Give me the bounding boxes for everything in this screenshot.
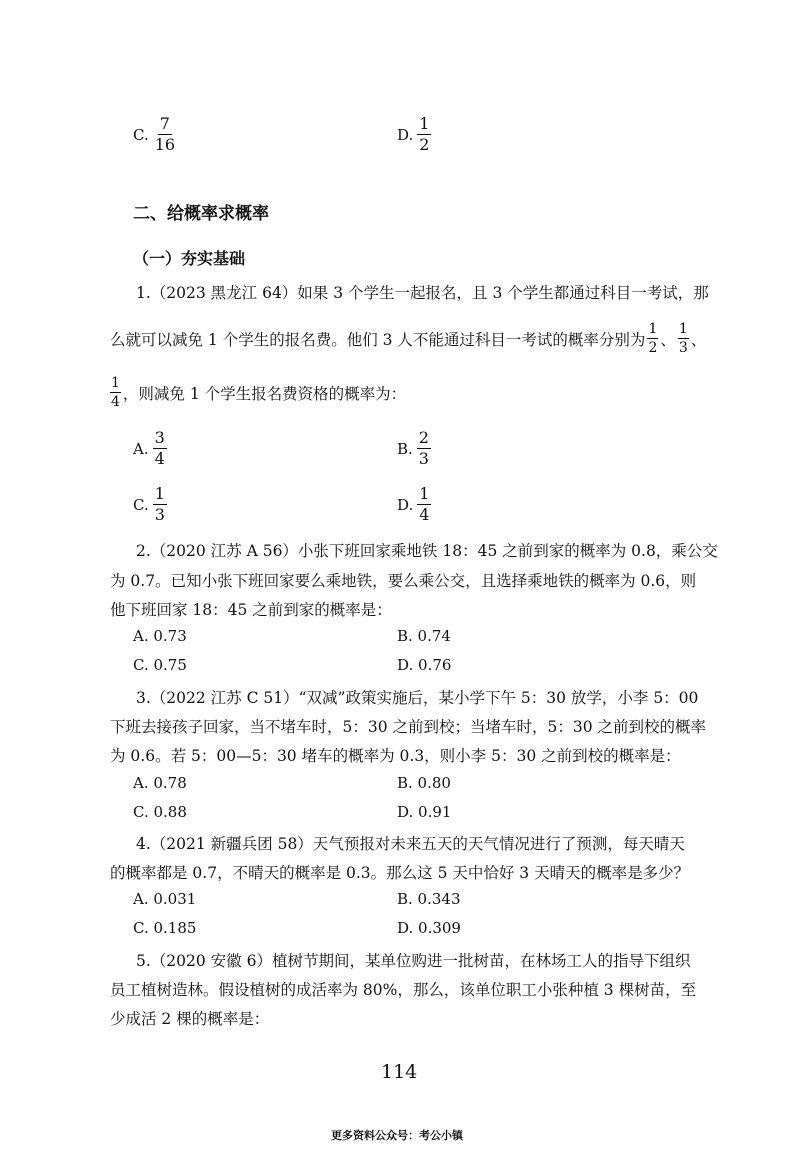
q4-option-a: A. 0.031 xyxy=(133,890,197,908)
fraction-numerator: 1 xyxy=(154,484,165,503)
q3-line-2: 下班去接孩子回家，当不堵车时，5：30 之前到校；当堵车时，5：30 之前到校的概率 xyxy=(110,718,707,736)
subsection-heading: （一）夯实基础 xyxy=(133,249,246,268)
q2-line-2: 为 0.7。已知小张下班回家要么乘地铁，要么乘公交，且选择乘地铁的概率为 0.6，则 xyxy=(110,572,697,590)
fraction xyxy=(110,376,121,409)
separator: 、 xyxy=(660,330,676,349)
q1-option-b xyxy=(397,430,431,467)
fraction-denominator: 3 xyxy=(154,505,165,524)
fraction-numerator: 1 xyxy=(419,484,430,503)
fraction xyxy=(417,116,431,153)
q1-option-d xyxy=(397,486,431,523)
fraction-denominator: 4 xyxy=(111,394,120,410)
q5-line-2: 员工植树造林。假设植树的成活率为 80%，那么，该单位职工小张种植 3 棵树苗，至 xyxy=(110,981,697,999)
q1-option-c xyxy=(133,486,167,523)
fraction-denominator: 2 xyxy=(648,340,658,356)
q5-line-3: 少成活 2 棵的概率是： xyxy=(110,1010,270,1028)
q4-option-d: D. 0.309 xyxy=(397,919,461,937)
fraction-numerator: 7 xyxy=(159,114,170,133)
option-label: D. xyxy=(397,125,414,144)
q5-line-1: 5.（2020 安徽 6）植树节期间，某单位购进一批树苗，在林场工人的指导下组织 xyxy=(136,952,691,970)
q2-line-1: 2.（2020 江苏 A 56）小张下班回家乘地铁 18：45 之前到家的概率为 0.8，乘公交 xyxy=(136,542,718,560)
q2-option-c: C. 0.75 xyxy=(133,656,187,674)
fraction xyxy=(678,322,689,355)
q2-line-3: 他下班回家 18：45 之前到家的概率是： xyxy=(110,601,392,619)
q2-option-b: B. 0.74 xyxy=(397,627,451,645)
option-label: A. xyxy=(133,439,149,458)
option-label: D. xyxy=(397,495,414,514)
fraction xyxy=(417,486,431,523)
fraction xyxy=(647,322,658,355)
q4-line-2: 的概率都是 0.7，不晴天的概率是 0.3。那么这 5 天中恰好 3 天晴天的概率是多少？ xyxy=(110,864,690,882)
fraction-numerator: 1 xyxy=(419,114,430,133)
fraction-numerator: 1 xyxy=(648,321,658,337)
separator: 、 xyxy=(690,330,707,349)
fraction-numerator: 1 xyxy=(111,375,120,391)
option-d-top xyxy=(397,116,431,153)
option-label: C. xyxy=(133,495,149,514)
fraction-denominator: 16 xyxy=(154,135,176,154)
q1-line-2 xyxy=(110,322,706,355)
fraction-denominator: 4 xyxy=(154,449,165,468)
fraction-numerator: 3 xyxy=(154,428,165,447)
footer-note: 更多资料公众号：考公小镇 xyxy=(331,1129,463,1142)
fraction-denominator: 3 xyxy=(418,449,429,468)
fraction xyxy=(153,430,167,467)
q1-option-a xyxy=(133,430,167,467)
q4-option-c: C. 0.185 xyxy=(133,919,197,937)
q2-option-a: A. 0.73 xyxy=(133,627,187,645)
option-label: C. xyxy=(133,125,149,144)
fraction-denominator: 3 xyxy=(678,340,688,356)
q3-option-d: D. 0.91 xyxy=(397,803,452,821)
q1-line-3-text: ，则减免 1 个学生报名费资格的概率为： xyxy=(122,384,407,403)
q3-option-b: B. 0.80 xyxy=(397,774,451,792)
fraction xyxy=(417,430,431,467)
q3-option-c: C. 0.88 xyxy=(133,803,187,821)
page-number: 114 xyxy=(381,1061,418,1083)
q1-line-1: 1.（2023 黑龙江 64）如果 3 个学生一起报名，且 3 个学生都通过科目一考试，那 xyxy=(136,284,709,302)
option-label: B. xyxy=(397,439,413,458)
fraction-denominator: 2 xyxy=(419,135,430,154)
q4-line-1: 4.（2021 新疆兵团 58）天气预报对未来五天的天气情况进行了预测，每天晴天 xyxy=(136,835,685,853)
fraction xyxy=(153,486,167,523)
q2-option-d: D. 0.76 xyxy=(397,656,452,674)
q3-option-a: A. 0.78 xyxy=(133,774,187,792)
fraction-numerator: 1 xyxy=(678,321,688,337)
section-heading: 二、给概率求概率 xyxy=(133,204,269,224)
q1-line-2-text: 么就可以减免 1 个学生的报名费。他们 3 人不能通过科目一考试的概率分别为 xyxy=(110,330,646,349)
option-c-top xyxy=(133,116,177,153)
q3-line-1: 3.（2022 江苏 C 51）“双减”政策实施后，某小学下午 5：30 放学，小李 5：00 xyxy=(136,689,699,707)
fraction-denominator: 4 xyxy=(419,505,430,524)
fraction xyxy=(153,116,177,153)
q1-line-3 xyxy=(108,376,406,409)
q3-line-3: 为 0.6。若 5：00—5：30 堵车的概率为 0.3，则小李 5：30 之前到校的概率是： xyxy=(110,747,681,765)
q4-option-b: B. 0.343 xyxy=(397,890,461,908)
fraction-numerator: 2 xyxy=(418,428,429,447)
